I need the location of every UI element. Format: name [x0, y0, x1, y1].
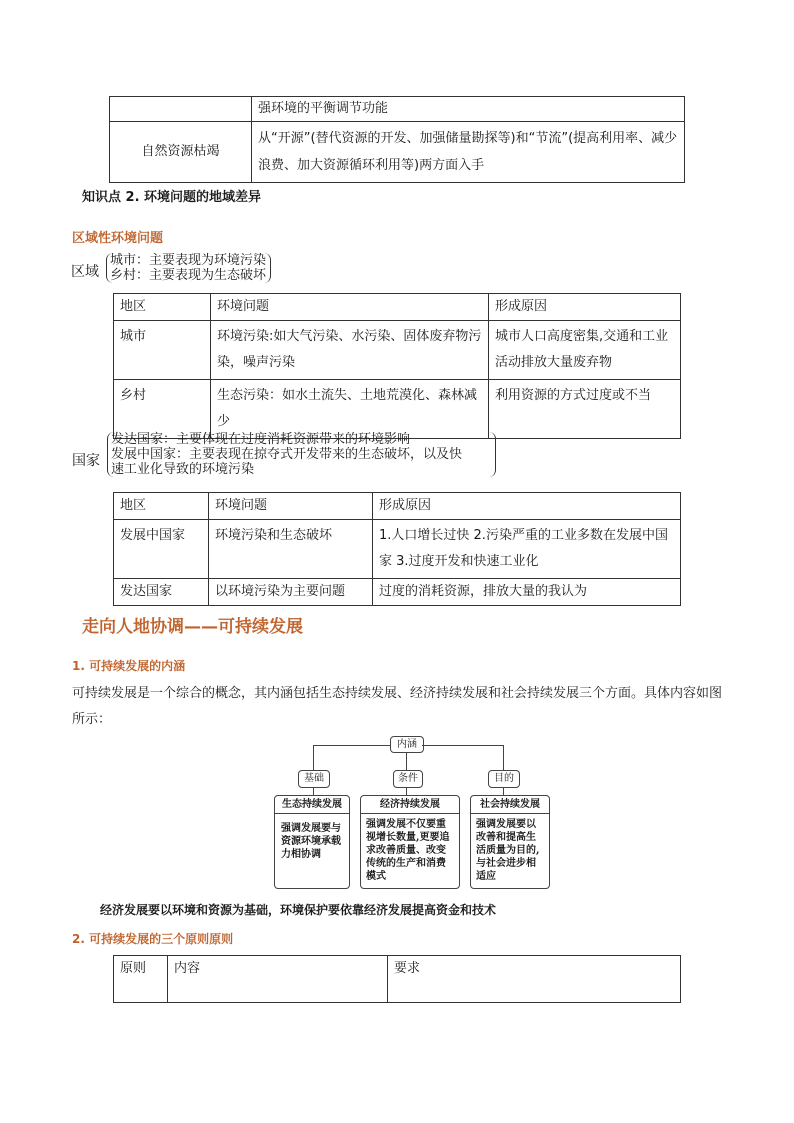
- table-cell: 城市: [114, 321, 211, 380]
- top-table-cell: 强环境的平衡调节功能: [252, 97, 685, 122]
- subsection-heading: 2. 可持续发展的三个原则原则: [72, 932, 234, 946]
- country-table: [113, 492, 681, 606]
- principle-table: [113, 955, 681, 1003]
- table-cell: 以环境污染为主要问题: [209, 579, 373, 606]
- brace-line: 发达国家：主要体现在过度消耗资源带来的环境影响: [111, 432, 411, 447]
- connector-line: [406, 758, 407, 770]
- diagram-card: [470, 795, 550, 889]
- table-cell: 环境污染和生态破坏: [209, 520, 373, 579]
- connector-line: [503, 745, 504, 770]
- connector-line: [406, 787, 407, 795]
- table-header: 要求: [388, 956, 681, 1003]
- top-table-cell: 从“开源”(替代资源的开发、加强储量勘探等)和“节流”(提高利用率、减少浪费、加大资源循环利用等)两方面入手: [252, 122, 685, 183]
- table-header: 内容: [168, 956, 388, 1003]
- table-cell: 环境污染:如大气污染、水污染、固体废弃物污染，噪声污染: [211, 321, 489, 380]
- table-cell: 利用资源的方式过度或不当: [489, 380, 681, 439]
- table-header: 环境问题: [209, 493, 373, 520]
- brace-line: 发展中国家：主要表现在掠夺式开发带来的生态破坏，以及快: [111, 447, 463, 462]
- table-cell: 1.人口增长过快 2.污染严重的工业多数在发展中国家 3.过度开发和快速工业化: [373, 520, 681, 579]
- table-cell: 过度的消耗资源，排放大量的我认为: [373, 579, 681, 606]
- top-table: [109, 96, 685, 183]
- table-header: 形成原因: [489, 294, 681, 321]
- top-table-cell-empty: [110, 97, 252, 122]
- table-cell: 乡村: [114, 380, 211, 439]
- diagram-card: [360, 795, 460, 889]
- diagram-branch-label: 条件: [393, 770, 423, 788]
- table-header: 环境问题: [211, 294, 489, 321]
- diagram-card-title: 生态持续发展: [275, 796, 349, 814]
- table-header: 地区: [114, 294, 211, 321]
- connector-line: [503, 787, 504, 795]
- diagram-card-title: 社会持续发展: [471, 796, 549, 814]
- connector-line: [313, 745, 314, 770]
- knowledge-point-heading: 知识点 2. 环境问题的地域差异: [82, 190, 262, 205]
- summary-line: 经济发展要以环境和资源为基础，环境保护要依靠经济发展提高资金和技术: [100, 903, 497, 917]
- diagram-branch-label: 基础: [298, 770, 330, 788]
- brace-line: 城市：主要表现为环境污染: [110, 253, 267, 268]
- table-header: 形成原因: [373, 493, 681, 520]
- region-table: [113, 293, 681, 439]
- connector-line: [422, 745, 503, 746]
- diagram-root: 内涵: [390, 736, 424, 753]
- diagram-card-title: 经济持续发展: [361, 796, 459, 814]
- connector-line: [313, 787, 314, 795]
- table-cell: 生态污染：如水土流失、土地荒漠化、森林减少: [211, 380, 489, 439]
- diagram-card: [274, 795, 350, 889]
- country-brace: [107, 432, 496, 477]
- table-header: 原则: [114, 956, 168, 1003]
- brace-line: 速工业化导致的环境污染: [111, 462, 255, 477]
- country-label: 国家: [72, 453, 100, 469]
- table-cell: 城市人口高度密集,交通和工业活动排放大量废弃物: [489, 321, 681, 380]
- section-title: 走向人地协调——可持续发展: [82, 617, 303, 637]
- paragraph: 可持续发展是一个综合的概念，其内涵包括生态持续发展、经济持续发展和社会持续发展三个方面。具体内容如图所示：: [72, 686, 723, 727]
- table-cell: 发展中国家: [114, 520, 209, 579]
- connector-line: [313, 745, 390, 746]
- subsection-heading: 1. 可持续发展的内涵: [72, 659, 186, 673]
- diagram-branch-label: 目的: [488, 770, 520, 788]
- top-table-cell: 自然资源枯竭: [110, 122, 252, 183]
- diagram-card-body: 强调发展不仅要重视增长数量,更要追求改善质量、改变传统的生产和消费模式: [366, 819, 450, 882]
- regional-heading: 区域性环境问题: [72, 231, 164, 246]
- region-brace: [106, 253, 271, 283]
- table-header: 地区: [114, 493, 209, 520]
- region-label: 区域: [71, 264, 99, 280]
- diagram-card-body: 强调发展要与资源环境承载力相协调: [281, 823, 341, 860]
- diagram-card-body: 强调发展要以改善和提高生活质量为目的,与社会进步相适应: [476, 819, 540, 882]
- table-cell: 发达国家: [114, 579, 209, 606]
- brace-line: 乡村：主要表现为生态破坏: [110, 268, 267, 283]
